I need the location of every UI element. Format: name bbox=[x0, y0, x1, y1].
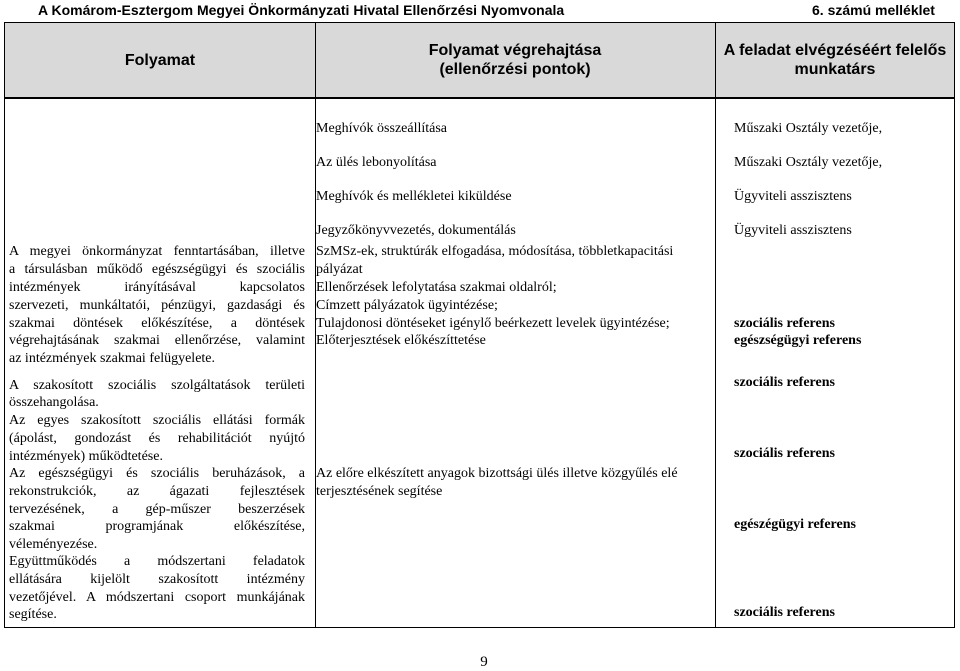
process-line: Az egészségügyi és szociális beruházások, a bbox=[9, 466, 305, 481]
execution-step: Az előre elkészített anyagok bizottsági ülés illetve közgyűlés elé bbox=[316, 466, 678, 481]
execution-step: Jegyzőkönyvvezetés, dokumentálás bbox=[316, 223, 516, 238]
process-line: intézmények irányításával kapcsolatos bbox=[9, 280, 305, 295]
responsible-person: szociális referens bbox=[734, 375, 835, 390]
annex-label: 6. számú melléklet bbox=[812, 2, 935, 18]
process-line: összehangolása. bbox=[9, 395, 99, 410]
responsible-person: Műszaki Osztály vezetője, bbox=[734, 121, 883, 136]
execution-step: Az ülés lebonyolítása bbox=[316, 155, 437, 170]
responsible-person: szociális referens bbox=[734, 446, 835, 461]
process-line: végrehajtásának szakmai ellenőrzése, valamint bbox=[9, 333, 305, 348]
column-header-responsible: A feladat elvégzéséért felelős munkatárs bbox=[723, 42, 947, 78]
process-line: az intézmények szakmai felügyelete. bbox=[9, 351, 216, 366]
process-line: szakmai döntések előkészítése, a döntések bbox=[9, 316, 305, 331]
execution-step: SzMSz-ek, struktúrák elfogadása, módosítása, többletkapacitási bbox=[316, 244, 674, 259]
page-number: 9 bbox=[480, 654, 488, 670]
column-divider bbox=[715, 23, 716, 97]
column-header-process: Folyamat bbox=[124, 51, 196, 69]
process-line: szakmai programjának előkészítése, bbox=[9, 519, 305, 534]
process-line: ellátására kijelölt szakosított intézmény bbox=[9, 572, 305, 587]
process-line: segítése. bbox=[9, 607, 57, 622]
responsible-person: egészégügyi referens bbox=[734, 517, 856, 532]
column-divider bbox=[315, 23, 316, 97]
process-line: Az egyes szakosított szociális ellátási formák bbox=[9, 413, 305, 428]
column-header-band bbox=[4, 22, 955, 98]
process-line: A megyei önkormányzat fenntartásában, illetve bbox=[9, 244, 305, 259]
responsible-person: szociális referens bbox=[734, 316, 835, 331]
execution-step: pályázat bbox=[316, 262, 363, 277]
document-title: A Komárom-Esztergom Megyei Önkormányzati Hivatal Ellenőrzési Nyomvonala bbox=[38, 2, 565, 18]
process-line: intézmények) működtetése. bbox=[9, 449, 163, 464]
execution-step: Tulajdonosi döntéseket igénylő beérkezett levelek ügyintézése; bbox=[316, 316, 670, 331]
responsible-person: Ügyviteli asszisztens bbox=[734, 223, 852, 238]
process-line: vezetőjével. A módszertani csoport munkájának bbox=[9, 590, 305, 605]
process-line: szervezeti, munkáltatói, pénzügyi, gazdasági és bbox=[9, 298, 305, 313]
responsible-person: egészségügyi referens bbox=[734, 333, 862, 348]
column-divider bbox=[715, 99, 716, 627]
execution-step: Meghívók összeállítása bbox=[316, 121, 448, 136]
responsible-person: Műszaki Osztály vezetője, bbox=[734, 155, 883, 170]
page-header bbox=[0, 0, 960, 22]
execution-step: Címzett pályázatok ügyintézése; bbox=[316, 298, 498, 313]
execution-step: Ellenőrzések lefolytatása szakmai oldalról; bbox=[316, 280, 557, 295]
process-line: rekonstrukciók, az ágazati fejlesztések bbox=[9, 484, 305, 499]
responsible-person: szociális referens bbox=[734, 605, 835, 620]
process-line: Együttműködés a módszertani feladatok bbox=[9, 554, 305, 569]
process-line: a társulásban működő egészségügyi és szociális bbox=[9, 262, 305, 277]
process-line: véleményezése. bbox=[9, 537, 98, 552]
execution-step: Előterjesztések előkészíttetése bbox=[316, 333, 486, 348]
process-line: (ápolást, gondozást és rehabilitációt nyújtó bbox=[9, 431, 305, 446]
execution-step: terjesztésének segítése bbox=[316, 484, 443, 499]
column-divider bbox=[315, 99, 316, 627]
responsible-person: Ügyviteli asszisztens bbox=[734, 189, 852, 204]
column-header-execution: Folyamat végrehajtása (ellenőrzési pontok) bbox=[428, 42, 602, 78]
process-line: tervezésének, a gép-műszer beszerzések bbox=[9, 502, 305, 517]
execution-step: Meghívók és mellékletei kiküldése bbox=[316, 189, 512, 204]
process-line: A szakosított szociális szolgáltatások területi bbox=[9, 378, 305, 393]
